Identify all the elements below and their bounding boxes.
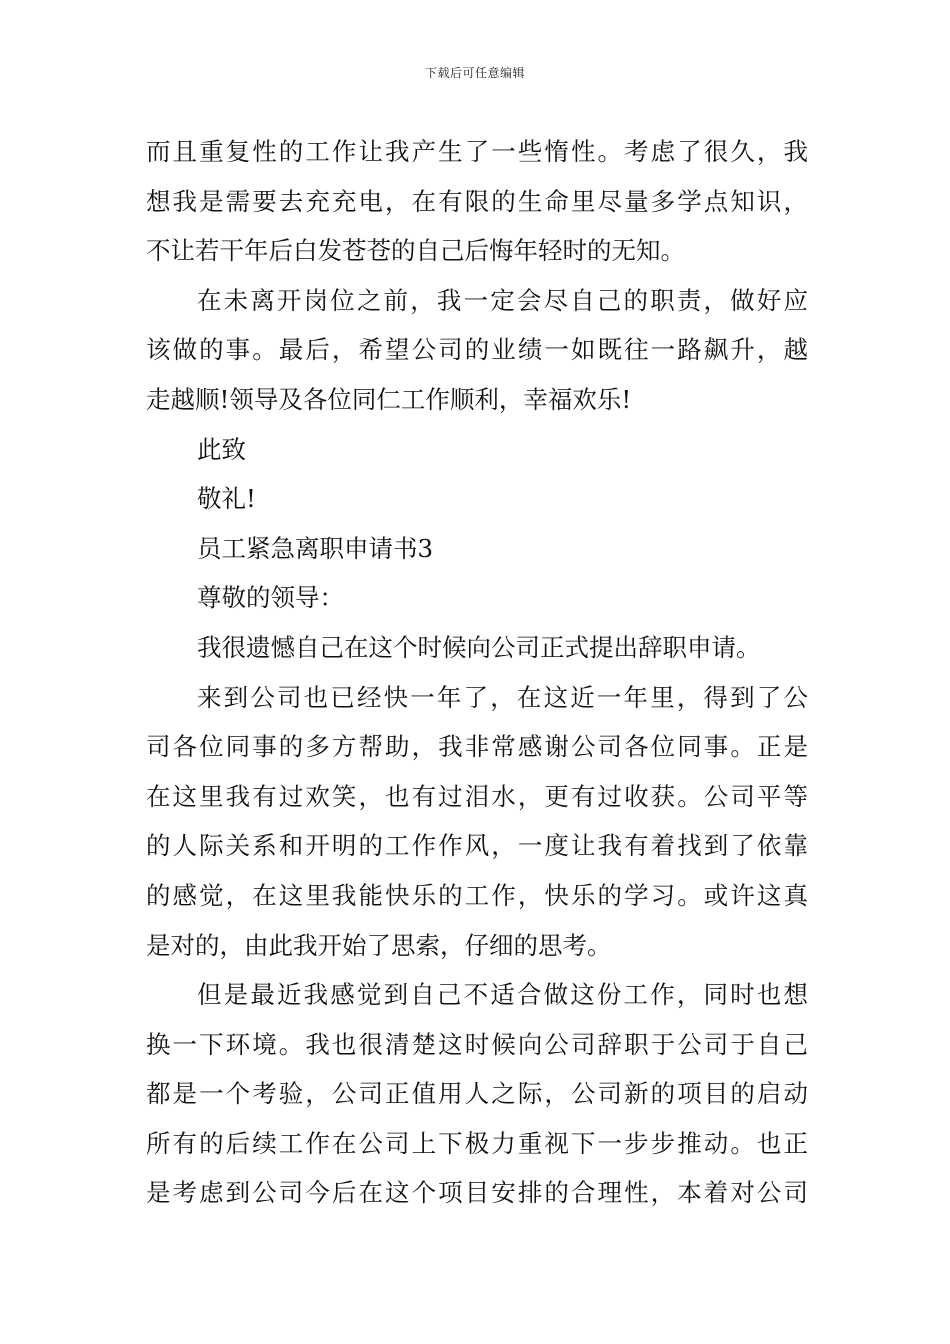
text-line: 走越顺!领导及各位同仁工作顺利，幸福欢乐! (146, 384, 632, 414)
text-line: 所有的后续工作在公司上下极力重视下一步步推动。也正 (146, 1128, 808, 1158)
closing-salutation: 此致 (197, 434, 246, 464)
section-title: 员工紧急离职申请书3 (197, 533, 434, 563)
text-line: 在这里我有过欢笑，也有过泪水，更有过收获。公司平等 (146, 781, 808, 811)
text-line: 我很遗憾自己在这个时候向公司正式提出辞职申请。 (197, 632, 761, 662)
text-line: 在未离开岗位之前，我一定会尽自己的职责，做好应 (197, 285, 808, 315)
page-header: 下载后可任意编辑 (424, 66, 525, 80)
text-line: 的人际关系和开明的工作作风，一度让我有着找到了依靠 (146, 831, 808, 861)
text-line: 的感觉，在这里我能快乐的工作，快乐的学习。或许这真 (146, 880, 808, 910)
text-line: 换一下环境。我也很清楚这时候向公司辞职于公司于自己 (146, 1029, 808, 1059)
document-body (146, 127, 808, 1218)
text-line: 但是最近我感觉到自己不适合做这份工作，同时也想 (197, 980, 808, 1010)
text-line: 是考虑到公司今后在这个项目安排的合理性，本着对公司 (146, 1178, 808, 1208)
text-line: 不让若干年后白发苍苍的自己后悔年轻时的无知。 (146, 236, 685, 266)
text-line: 来到公司也已经快一年了，在这近一年里，得到了公 (197, 682, 808, 712)
closing-salutation: 敬礼! (197, 484, 256, 514)
letter-greeting: 尊敬的领导： (197, 583, 344, 613)
text-line: 想我是需要去充充电，在有限的生命里尽量多学点知识， (146, 186, 808, 216)
text-line: 而且重复性的工作让我产生了一些惰性。考虑了很久，我 (146, 137, 808, 166)
text-line: 司各位同事的多方帮助，我非常感谢公司各位同事。正是 (146, 732, 808, 762)
text-line: 该做的事。最后，希望公司的业绩一如既往一路飙升，越 (146, 335, 808, 365)
text-line: 是对的，由此我开始了思索，仔细的思考。 (146, 930, 612, 960)
text-line: 都是一个考验，公司正值用人之际，公司新的项目的启动 (146, 1079, 808, 1109)
